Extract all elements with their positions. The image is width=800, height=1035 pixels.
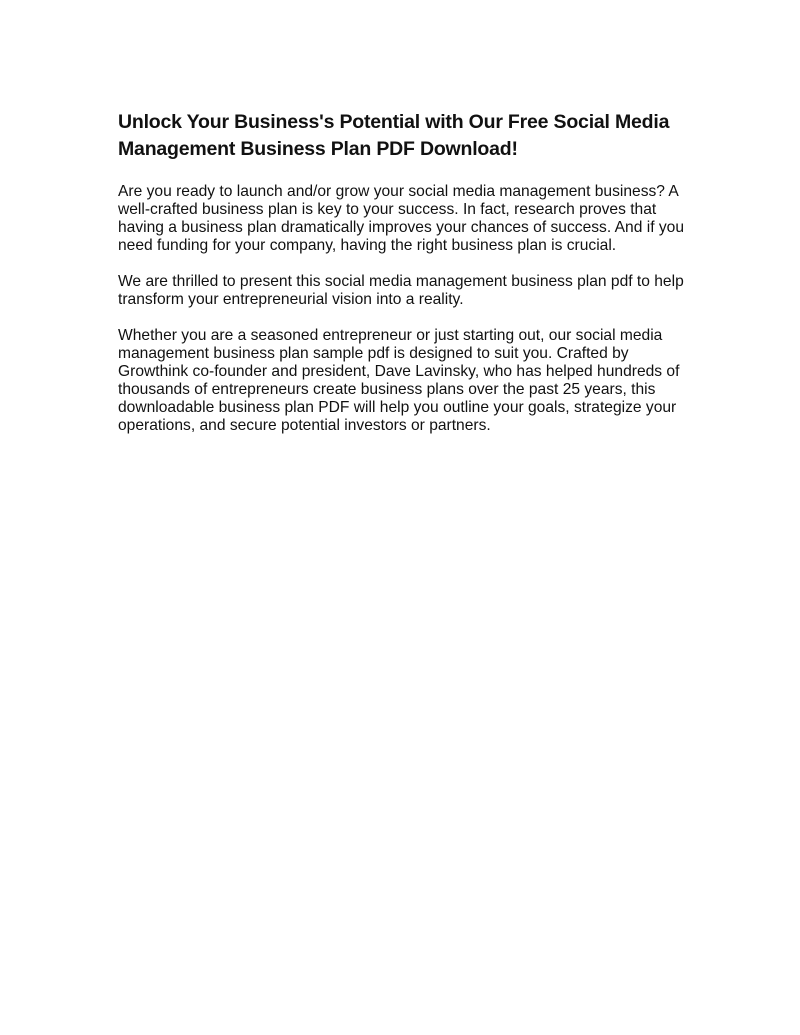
document-body	[118, 109, 688, 453]
document-title: Unlock Your Business's Potential with Our Free Social Media Management Business Plan PDF Download!	[118, 111, 670, 160]
paragraph-author: Whether you are a seasoned entrepreneur or just starting out, our social media management business plan sample pdf is designed to suit you. Crafted by Growthink co-founder and president, Dave Lavinsky, who has helped hundreds of thousands of entrepreneurs create business plans over the past 25 years, this downloadable business plan PDF will help you outline your goals, strategize your operations, and secure potential investors or partners.	[118, 327, 680, 434]
paragraph-intro: Are you ready to launch and/or grow your social media management business? A well-crafted business plan is key to your success. In fact, research proves that having a business plan dramatically improves your chances of success. And if you need funding for your company, having the right business plan is crucial.	[118, 183, 684, 254]
paragraph-presentation: We are thrilled to present this social media management business plan pdf to help transform your entrepreneurial vision into a reality.	[118, 273, 684, 308]
